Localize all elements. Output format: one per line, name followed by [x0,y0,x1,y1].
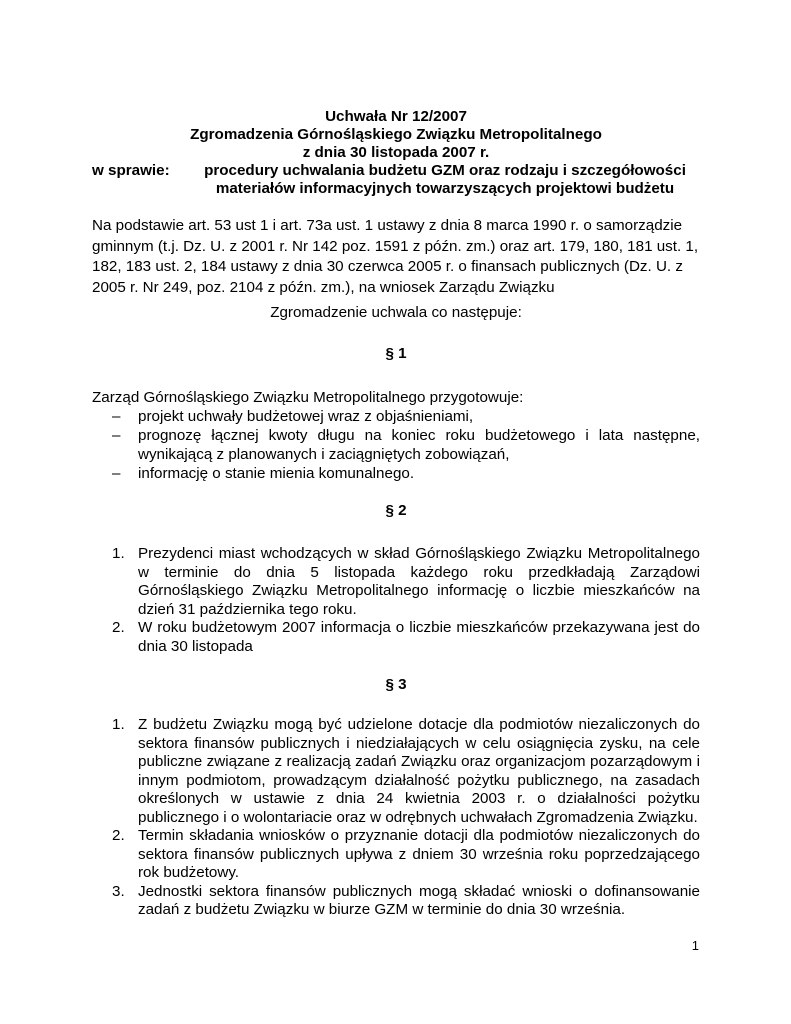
resolution-body: Zgromadzenia Górnośląskiego Związku Metropolitalnego [190,126,602,143]
list-item [92,426,700,464]
list-item-text: Z budżetu Związku mogą być udzielone dotacje dla podmiotów niezaliczonych do sektora finansów publicznych i niedziałających w celu osiągnięcia zysku, na cele publiczne związane z realizacją zadań Związku oraz organizacjom pozarządowym i innym podmiotom, prowadzącym działalność pożytku publicznego, na zasadach określonych w ustawie z dnia 24 kwietnia 2003 r. o działalności pożytku publicznego i o wolontariacie oraz w odrębnych uchwałach Zgromadzenia Związku. [138,716,700,826]
section-3-heading: § 3 [385,676,407,693]
list-item [92,827,700,883]
dash-marker: – [112,465,121,482]
list-item [92,619,700,656]
section-1 [92,388,700,483]
list-item-text: Termin składania wniosków o przyznanie dotacji dla podmiotów niezaliczonych do sektora finansów publicznych upływa z dniem 30 września roku poprzedzającego rok budżetowy. [138,827,700,881]
page-number: 1 [691,938,699,953]
section-1-heading: § 1 [385,345,407,362]
legal-basis: Na podstawie art. 53 ust 1 i art. 73a ust. 1 ustawy z dnia 8 marca 1990 r. o samorządzie gminnym (t.j. Dz. U. z 2001 r. Nr 142 poz. 1591 z późn. zm.) oraz art. 179, 180, 181 ust. 1, 182, 183 ust. 2, 184 ustawy z dnia 30 czerwca 2005 r. o finansach publicznych (Dz. U. z 2005 r. Nr 249, poz. 2104 z późn. zm.), na wniosek Zarządu Związku [92,217,699,296]
subject-label: w sprawie: [92,162,170,179]
list-item [92,716,700,827]
item-number: 1. [112,545,125,562]
list-item-text: prognozę łącznej kwoty długu na koniec roku budżetowego i lata następne, wynikającą z planowanych i zaciągniętych zobowiązań, [138,427,700,463]
subject-text [190,162,700,198]
resolution-date: z dnia 30 listopada 2007 r. [302,144,490,161]
list-item-text: Prezydenci miast wchodzących w skład Górnośląskiego Związku Metropolitalnego w terminie do dnia 5 listopada każdego roku przedkładają Zarządowi Górnośląskiego Związku Metropolitalnego informację o liczbie mieszkańców na dzień 31 października tego roku. [138,545,700,618]
item-number: 2. [112,827,125,844]
resolution-header [92,108,700,198]
list-item [92,883,700,920]
list-item [92,407,700,426]
list-item-text: W roku budżetowym 2007 informacja o liczbie mieszkańców przekazywana jest do dnia 30 listopada [138,619,700,655]
list-item-text: projekt uchwały budżetowej wraz z objaśnieniami, [138,408,474,425]
resolves-clause: Zgromadzenie uchwala co następuje: [270,304,522,321]
item-number: 1. [112,716,125,733]
section-3-list [92,716,700,920]
dash-marker: – [112,408,121,425]
item-number: 2. [112,619,125,636]
subject-line-1: procedury uchwalania budżetu GZM oraz rodzaju i szczegółowości [204,162,686,179]
section-1-intro: Zarząd Górnośląskiego Związku Metropolitalnego przygotowuje: [92,389,524,406]
list-item [92,464,700,483]
list-item [92,545,700,619]
resolution-title: Uchwała Nr 12/2007 [325,108,467,125]
dash-marker: – [112,427,121,444]
list-item-text: Jednostki sektora finansów publicznych mogą składać wnioski o dofinansowanie zadań z budżetu Związku w biurze GZM w terminie do dnia 30 września. [138,882,700,918]
section-1-list [92,407,700,483]
section-2-list [92,545,700,656]
resolution-subject [92,162,700,198]
section-2-heading: § 2 [385,502,407,519]
subject-line-2: materiałów informacyjnych towarzyszących projektowi budżetu [215,180,675,197]
item-number: 3. [112,882,125,900]
list-item-text: informację o stanie mienia komunalnego. [138,465,415,482]
